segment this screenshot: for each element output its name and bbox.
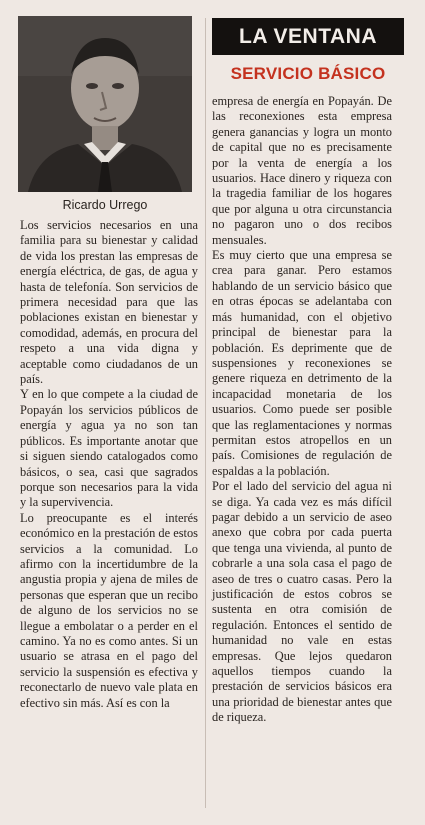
article-paragraph: empresa de energía en Popayán. De las reconexiones esta empresa genera ganancias y logra un monto de capital que no es precisamente por la venta de energía a los usuarios. Hace dinero y riqueza con la tragedia familiar de los hogares que por alguna u otra circunstancia no pagaron uno o dos recibos mensuales. — [212, 94, 392, 247]
column-title-banner: LA VENTANA — [212, 18, 404, 55]
author-photo — [18, 16, 192, 192]
author-name: Ricardo Urrego — [62, 198, 148, 212]
article-column-right — [212, 94, 392, 726]
section-title: SERVICIO BÁSICO — [230, 64, 386, 83]
article-paragraph: Lo preocupante es el interés económico en la prestación de estos servicios a la comunidad. Lo afirmo con la incertidumbre de la angustia propia y ajena de miles de personas que esperan que un recibo de alguno de los servicios no se llegue a embolatar o a perder en el camino. Ya no es como antes. Si un usuario se atrasa en el pago del servicio la suspensión es efectiva y reconectarlo de nuevo vale plata en efectivo sin más. Así es con la — [20, 510, 198, 710]
article-column-left — [20, 218, 198, 711]
author-portrait-image — [18, 16, 192, 192]
article-paragraph: Los servicios necesarios en una familia para su bienestar y calidad de vida los prestan las empresas de energía eléctrica, de gas, de agua y hasta de telefonía. Son servicios de primera necesidad para que las poblaciones existan en bienestar y comodidad, además, en procura del respeto a una vida digna y aceptable como ciudadanos de un país. — [20, 218, 198, 387]
article-paragraph: Es muy cierto que una empresa se crea para ganar. Pero estamos hablando de un servicio básico que en otras épocas se adelantaba con más humanidad, con el objetivo principal de bienestar para la población. Es deprimente que de suspensiones y reconexiones se genere riqueza en detrimento de la incapacidad monetaria de los usuarios. Como puede ser posible que las reglamentaciones y normas permitan estos atropellos en un país. Comisiones de regulación de espaldas a la población. — [212, 248, 392, 478]
column-divider — [205, 18, 206, 808]
article-paragraph: Y en lo que compete a la ciudad de Popayán los servicios públicos de energía y agua ya no son tan públicos. Es importante anotar que si siguen siendo catalogados como básicos, o sea, casi que sagrados porque son necesarios para la vida y la supervivencia. — [20, 387, 198, 510]
article-paragraph: Por el lado del servicio del agua ni se diga. Ya cada vez es más difícil pagar debido a un servicio de aseo anexo que cobra por cada puerta que tenga una vivienda, al punto de cobrarle a una sola casa el pago de aseo de tres o cuatro casas. Pero la justificación de estos cobros se sustenta en otra comisión de regulación. Entonces el sentido de humanidad no vale en estas empresas. Que lejos quedaron aquellos tiempos cuando la prestación de servicios básicos era una prioridad de bienestar antes que de riqueza. — [212, 479, 392, 725]
